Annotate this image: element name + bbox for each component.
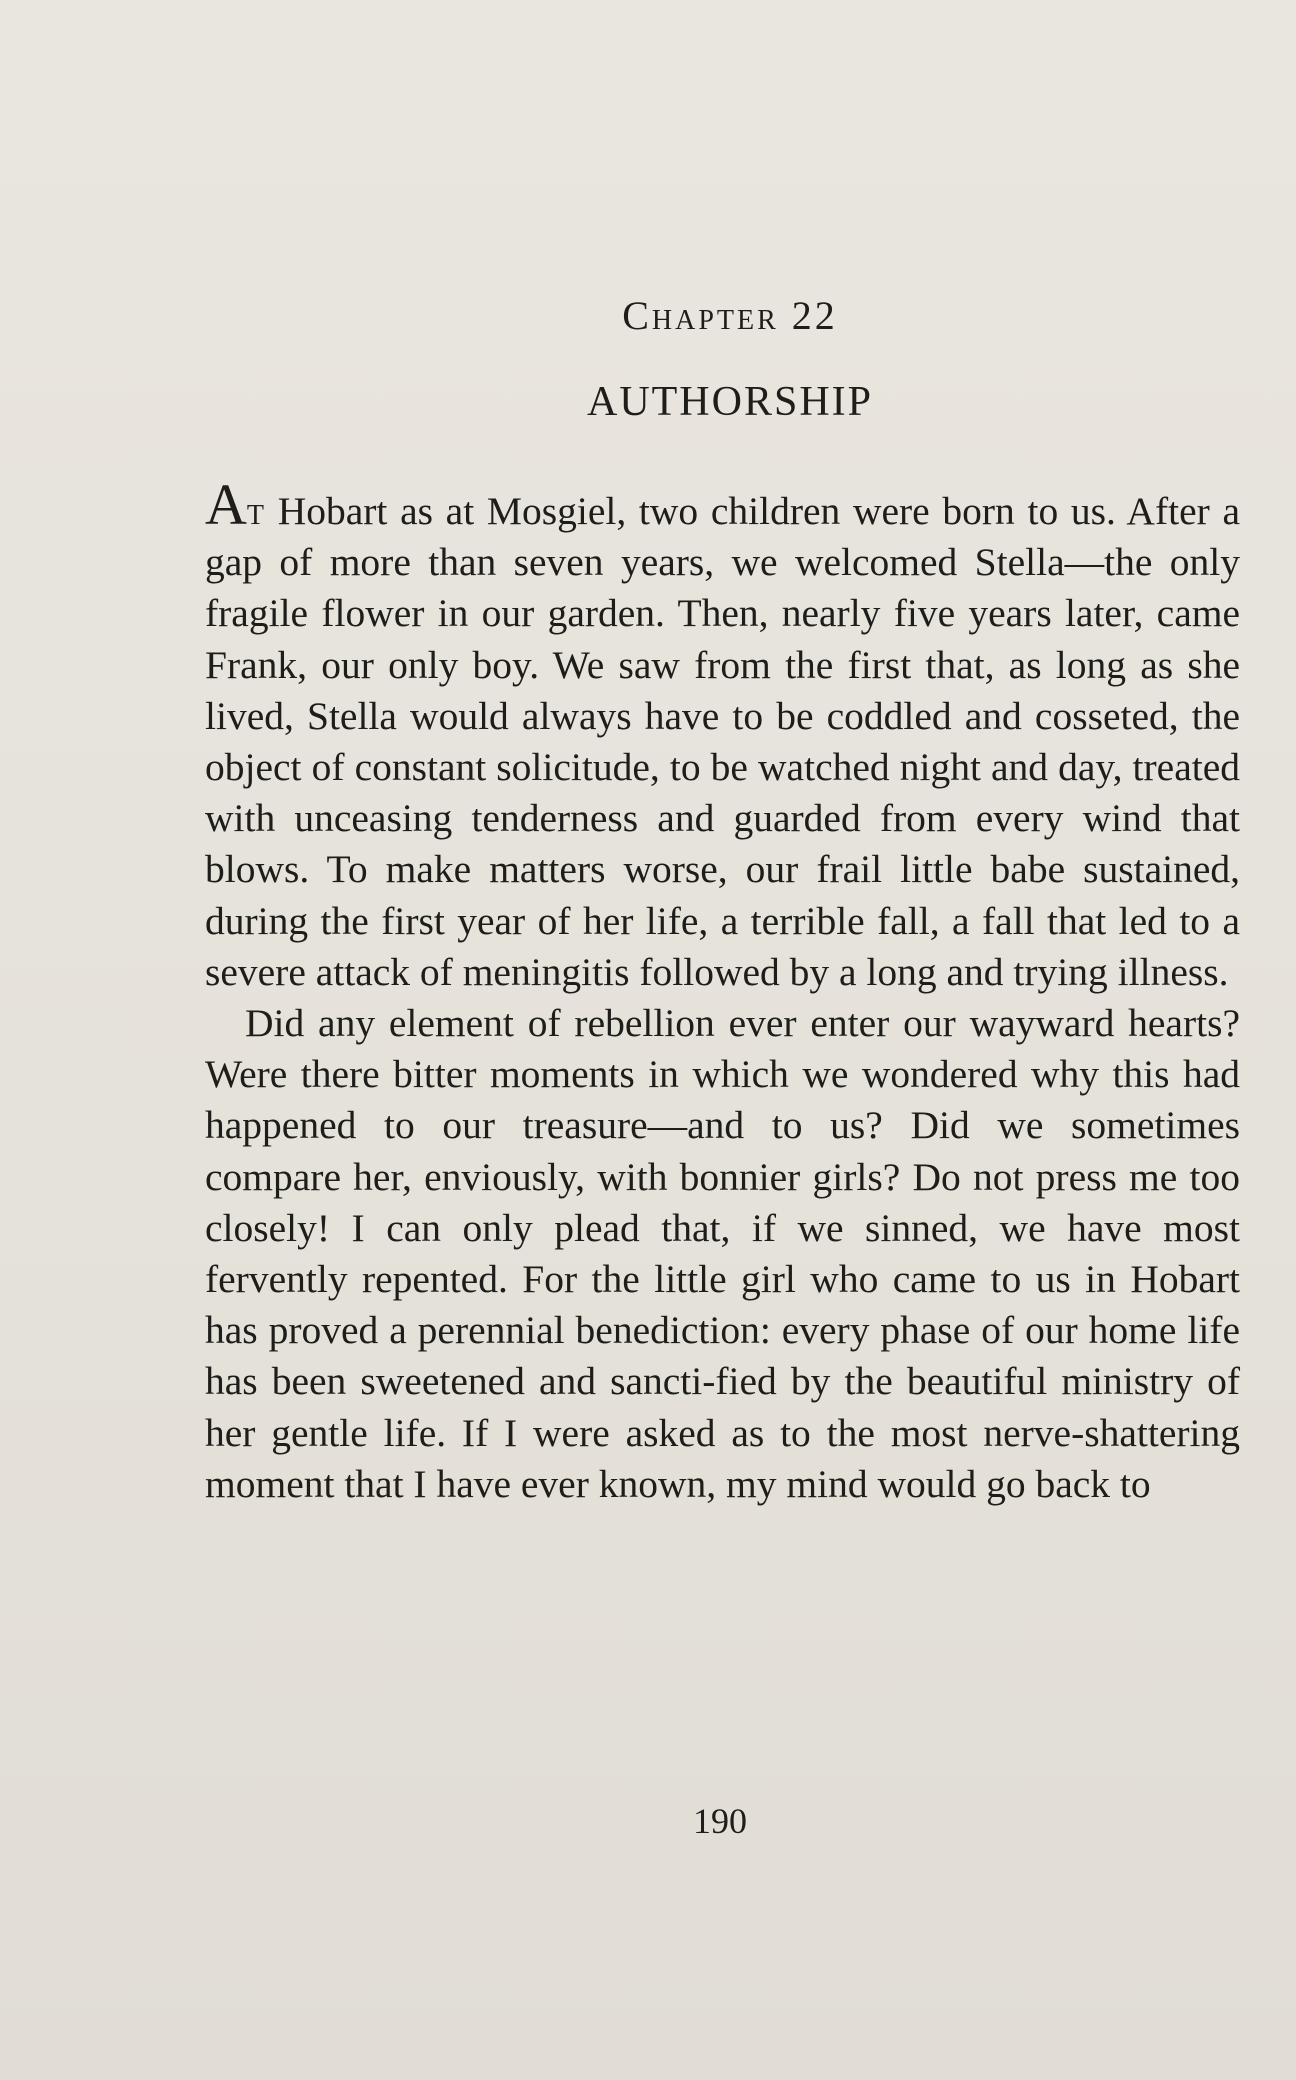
- drop-cap: A: [205, 472, 247, 537]
- chapter-title: AUTHORSHIP: [586, 379, 874, 425]
- body-text: [205, 472, 1240, 1510]
- page-number: 190: [693, 1801, 747, 1841]
- paragraph-1-body: Hobart as at Mosgiel, two children were born to us. After a gap of more than seven years, we welcomed Stella—the only fragile flower in our garden. Then, nearly five years later, came Frank, our only boy. We saw from the first that, as long as she lived, Stella would always have to be coddled and cosseted, the object of constant solicitude, to be watched night and day, treated with unceasing tenderness and guarded from every wind that blows. To make matters worse, our frail little babe sustained, during the first year of her life, a terrible fall, a fall that led to a severe attack of meningitis followed by a long and trying illness.: [205, 489, 1240, 994]
- paragraph-2: Did any element of rebellion ever enter our wayward hearts? Were there bitter moments in which we wondered why this had happened to our treasure—and to us? Did we sometimes compare her, enviously, with bonnier girls? Do not press me too closely! I can only plead that, if we sinned, we have most fervently repented. For the little girl who came to us in Hobart has proved a perennial benediction: every phase of our home life has been sweetened and sancti-fied by the beautiful ministry of her gentle life. If I were asked as to the most nerve-shattering moment that I have ever known, my mind would go back to: [205, 1001, 1240, 1506]
- lead-word-rest: t: [246, 489, 265, 533]
- paragraph-1: [205, 472, 1240, 998]
- chapter-label: Chapter 22: [622, 293, 838, 338]
